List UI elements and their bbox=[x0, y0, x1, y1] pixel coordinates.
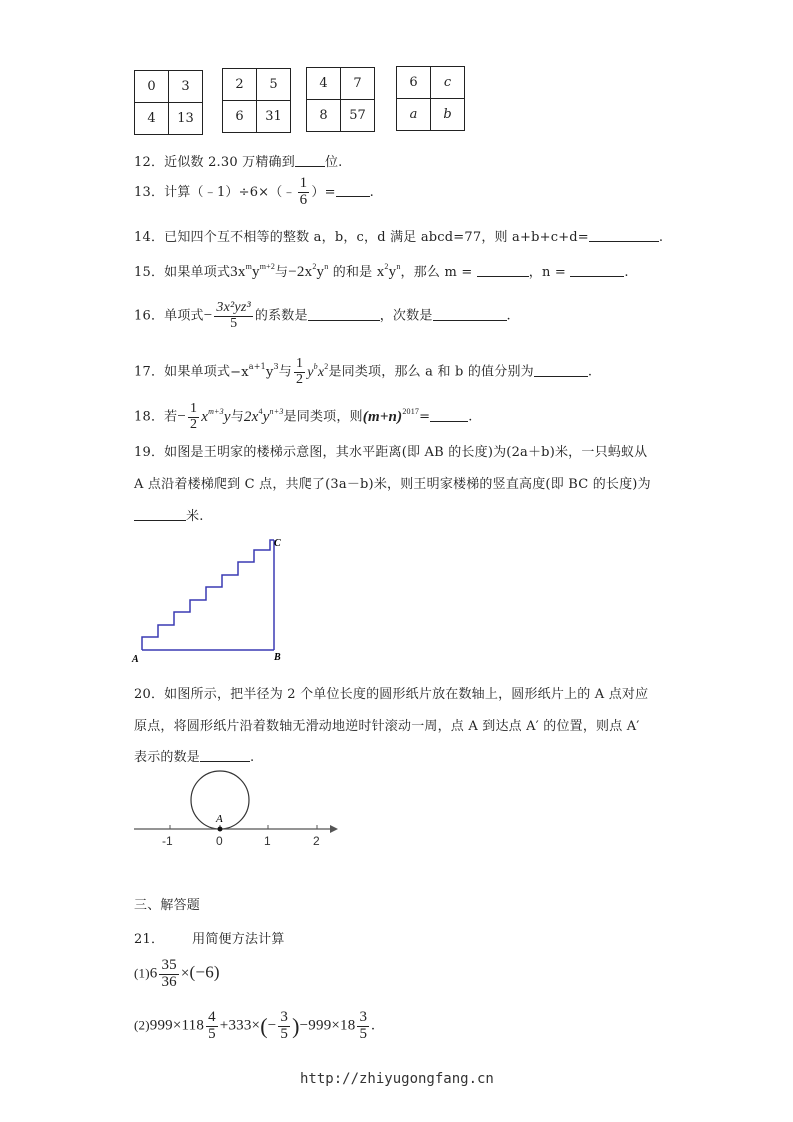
q19-line-3 bbox=[134, 505, 204, 524]
number-grid-2 bbox=[222, 68, 291, 133]
grid-cell: 31 bbox=[257, 101, 291, 133]
grid-cell: 57 bbox=[341, 100, 375, 132]
grid-cell: a bbox=[397, 99, 431, 131]
axis-arrow-icon bbox=[330, 825, 338, 833]
equals: = bbox=[419, 409, 431, 425]
q13-tail: . bbox=[369, 184, 375, 200]
number-grid-1 bbox=[134, 70, 203, 135]
exponent: n bbox=[396, 262, 401, 271]
number-line-diagram bbox=[132, 770, 340, 850]
term: y bbox=[262, 408, 270, 425]
section-heading: 三、解答题 bbox=[134, 898, 201, 913]
grid-cell: 0 bbox=[135, 71, 169, 103]
q19-tail: 米. bbox=[186, 509, 204, 524]
q16-post: 的系数是 bbox=[254, 308, 308, 324]
grid-cell: 6 bbox=[397, 67, 431, 99]
q13-pre: 13．计算（﹣1）÷6×（﹣ bbox=[134, 184, 296, 200]
label-a: A bbox=[132, 654, 139, 665]
minus-sign: − bbox=[177, 408, 187, 425]
answer-blank bbox=[134, 510, 186, 521]
question-17 bbox=[134, 357, 592, 387]
term: (m+n) bbox=[362, 408, 403, 425]
answer-blank bbox=[589, 231, 659, 242]
answer-blank bbox=[433, 310, 507, 321]
question-14 bbox=[134, 226, 663, 245]
q15-pre: 15．如果单项式 bbox=[134, 265, 231, 280]
monomial-2 bbox=[243, 406, 284, 425]
q20-tail: . bbox=[250, 750, 255, 765]
term: −x bbox=[230, 364, 249, 380]
numerator: 1 bbox=[190, 401, 198, 416]
point-a bbox=[218, 827, 223, 832]
monomial-2 bbox=[288, 264, 328, 280]
fraction bbox=[357, 1010, 369, 1043]
numerator: 1 bbox=[299, 175, 308, 191]
q19-line-2: A 点沿着楼梯爬到 C 点，共爬了(3a－b)米，则王明家楼梯的竖直高度(即 BC 的长度)为 bbox=[134, 477, 651, 492]
staircase-diagram bbox=[128, 532, 298, 668]
minus-sign: − bbox=[203, 307, 213, 324]
period: . bbox=[371, 1017, 376, 1034]
grid-cell: 13 bbox=[169, 103, 203, 135]
fraction bbox=[298, 176, 310, 209]
exponent: 2 bbox=[384, 262, 389, 271]
question-15 bbox=[134, 261, 629, 281]
tick-label: 1 bbox=[264, 834, 271, 848]
denominator: 36 bbox=[161, 973, 177, 990]
answer-blank bbox=[200, 751, 250, 762]
fraction bbox=[278, 1010, 290, 1043]
fraction bbox=[159, 958, 178, 991]
fraction bbox=[294, 357, 305, 387]
exponent: 2 bbox=[312, 262, 317, 271]
question-21 bbox=[134, 928, 285, 947]
answer-blank bbox=[570, 266, 624, 277]
part-label: (1) bbox=[134, 965, 150, 981]
term: x bbox=[376, 264, 385, 280]
grid-cell: 2 bbox=[223, 69, 257, 101]
q21-title: 用简便方法计算 bbox=[192, 932, 285, 947]
answer-blank bbox=[477, 266, 529, 277]
answer-blank bbox=[295, 156, 325, 167]
exponent: 4 bbox=[258, 406, 263, 416]
numerator: 1 bbox=[296, 356, 304, 371]
exponent: m bbox=[245, 262, 252, 271]
label-c: C bbox=[274, 538, 281, 549]
denominator: 5 bbox=[230, 315, 238, 331]
fraction bbox=[188, 402, 199, 432]
term: y bbox=[316, 264, 325, 280]
numerator: 3 bbox=[280, 1009, 289, 1025]
exponent: m+3 bbox=[208, 406, 224, 416]
exponent: 2 bbox=[324, 361, 329, 371]
q17-post: 是同类项，那么 a 和 b 的值分别为 bbox=[328, 364, 534, 380]
denominator: 2 bbox=[296, 371, 304, 387]
fraction bbox=[206, 1010, 218, 1043]
denominator: 2 bbox=[190, 416, 198, 432]
tick-label: 0 bbox=[216, 834, 223, 848]
footer-url: http://zhiyugongfang.cn bbox=[300, 1071, 494, 1087]
q14-tail: . bbox=[658, 230, 664, 245]
q12-text: 12．近似数 2.30 万精确到 bbox=[134, 155, 295, 170]
q18-post: 是同类项，则 bbox=[283, 409, 363, 425]
q17-tail: . bbox=[587, 364, 593, 380]
grid-cell: b bbox=[431, 99, 465, 131]
part-label: (2) bbox=[134, 1017, 150, 1033]
exponent: n+3 bbox=[269, 406, 284, 416]
exponent: b bbox=[313, 361, 318, 371]
exponent: n bbox=[324, 262, 329, 271]
monomial-3 bbox=[377, 264, 401, 280]
q14-text: 14．已知四个互不相等的整数 a，b，c，d 满足 abcd=77，则 a+b+c+d= bbox=[134, 230, 589, 245]
term: y bbox=[307, 364, 314, 380]
denominator: 6 bbox=[299, 191, 308, 208]
term: 3x bbox=[230, 264, 246, 280]
fraction bbox=[214, 301, 252, 331]
question-13 bbox=[134, 176, 374, 209]
expression: (−6) bbox=[189, 962, 220, 982]
label-b: B bbox=[274, 652, 281, 663]
numerator: 3 bbox=[359, 1009, 368, 1025]
q15-mid: 与 bbox=[275, 265, 289, 280]
q18-pre: 18．若 bbox=[134, 409, 178, 425]
q21-part-2: (2)999×118 $\frac{4}{5}$ +333×(− $\frac{3}{5}$ )−999×18 $\frac{3}{5}$ . bbox=[134, 1009, 376, 1042]
tick-label: 2 bbox=[313, 834, 320, 848]
exponent: 2017 bbox=[402, 406, 420, 416]
q16-mid: ，次数是 bbox=[379, 308, 433, 324]
denominator: 5 bbox=[208, 1025, 216, 1042]
denominator: 5 bbox=[280, 1025, 289, 1042]
exponent: 3 bbox=[273, 361, 279, 371]
expression bbox=[362, 406, 420, 425]
number-grid-4 bbox=[396, 66, 465, 131]
q20-line-2: 原点，将圆形纸片沿着数轴无滑动地逆时针滚动一周，点 A 到达点 A′ 的位置，则点 A′ bbox=[134, 719, 640, 734]
q17-pre: 17．如果单项式 bbox=[134, 364, 231, 380]
numerator: 3x²yz³ bbox=[216, 300, 251, 315]
q13-post: ）= bbox=[311, 184, 336, 200]
term: y bbox=[223, 408, 231, 425]
exponent: a+1 bbox=[248, 361, 266, 371]
grid-cell: c bbox=[431, 67, 465, 99]
term: 999×118 bbox=[149, 1017, 205, 1034]
whole-number: 6 bbox=[149, 965, 158, 982]
grid-cell: 6 bbox=[223, 101, 257, 133]
point-a-label: A bbox=[216, 813, 223, 825]
monomial-2 bbox=[307, 361, 329, 380]
numerator: 35 bbox=[161, 957, 177, 973]
q17-mid: 与 bbox=[278, 364, 292, 380]
q20-line-1: 20．如图所示，把半径为 2 个单位长度的圆形纸片放在数轴上，圆形纸片上的 A 点对应 bbox=[134, 687, 649, 702]
grid-cell: 3 bbox=[169, 71, 203, 103]
q15-sep: ，n = bbox=[528, 265, 566, 280]
q12-tail: 位. bbox=[324, 155, 343, 170]
term: y bbox=[265, 364, 274, 380]
question-18 bbox=[134, 402, 473, 432]
q15-mid2: 的和是 bbox=[332, 265, 373, 280]
term: +333× bbox=[219, 1017, 261, 1034]
grid-cell: 5 bbox=[257, 69, 291, 101]
q16-pre: 16．单项式 bbox=[134, 308, 204, 324]
q21-part-1 bbox=[134, 958, 220, 991]
q18-tail: . bbox=[468, 409, 473, 425]
number-grid-3 bbox=[306, 67, 375, 132]
q15-tail: . bbox=[624, 265, 629, 280]
grid-cell: 7 bbox=[341, 68, 375, 100]
q20-line-3-text: 表示的数是 bbox=[134, 750, 201, 765]
answer-blank bbox=[308, 310, 380, 321]
grid-cell: 4 bbox=[135, 103, 169, 135]
grid-cell: 4 bbox=[307, 68, 341, 100]
q21-label: 21． bbox=[134, 932, 165, 947]
q20-line-3 bbox=[134, 746, 254, 765]
monomial-1 bbox=[201, 406, 231, 425]
term: −2x bbox=[288, 264, 313, 280]
term: y bbox=[388, 264, 397, 280]
term: −999×18 bbox=[299, 1017, 356, 1034]
grid-cell: 8 bbox=[307, 100, 341, 132]
answer-blank bbox=[336, 186, 370, 197]
monomial-1 bbox=[230, 264, 275, 280]
exponent: m+2 bbox=[259, 262, 276, 271]
denominator: 5 bbox=[359, 1025, 368, 1042]
term: x bbox=[201, 408, 209, 425]
answer-blank bbox=[534, 366, 588, 377]
question-12 bbox=[134, 151, 343, 170]
operator: × bbox=[180, 965, 190, 982]
term: 2x bbox=[243, 408, 259, 425]
tick-label: -1 bbox=[162, 834, 173, 848]
term: x bbox=[317, 364, 325, 380]
q19-line-1: 19．如图是王明家的楼梯示意图，其水平距离(即 AB 的长度)为(2a＋b)米，一只蚂蚁从 bbox=[134, 445, 648, 460]
numerator: 4 bbox=[208, 1009, 216, 1025]
answer-blank bbox=[430, 411, 468, 422]
question-16 bbox=[134, 301, 511, 331]
staircase-line bbox=[142, 540, 274, 650]
monomial-1 bbox=[230, 361, 279, 380]
q15-post: ，那么 m = bbox=[400, 265, 473, 280]
term: y bbox=[252, 264, 260, 280]
q18-mid: 与 bbox=[230, 409, 244, 425]
q16-tail: . bbox=[506, 308, 511, 324]
